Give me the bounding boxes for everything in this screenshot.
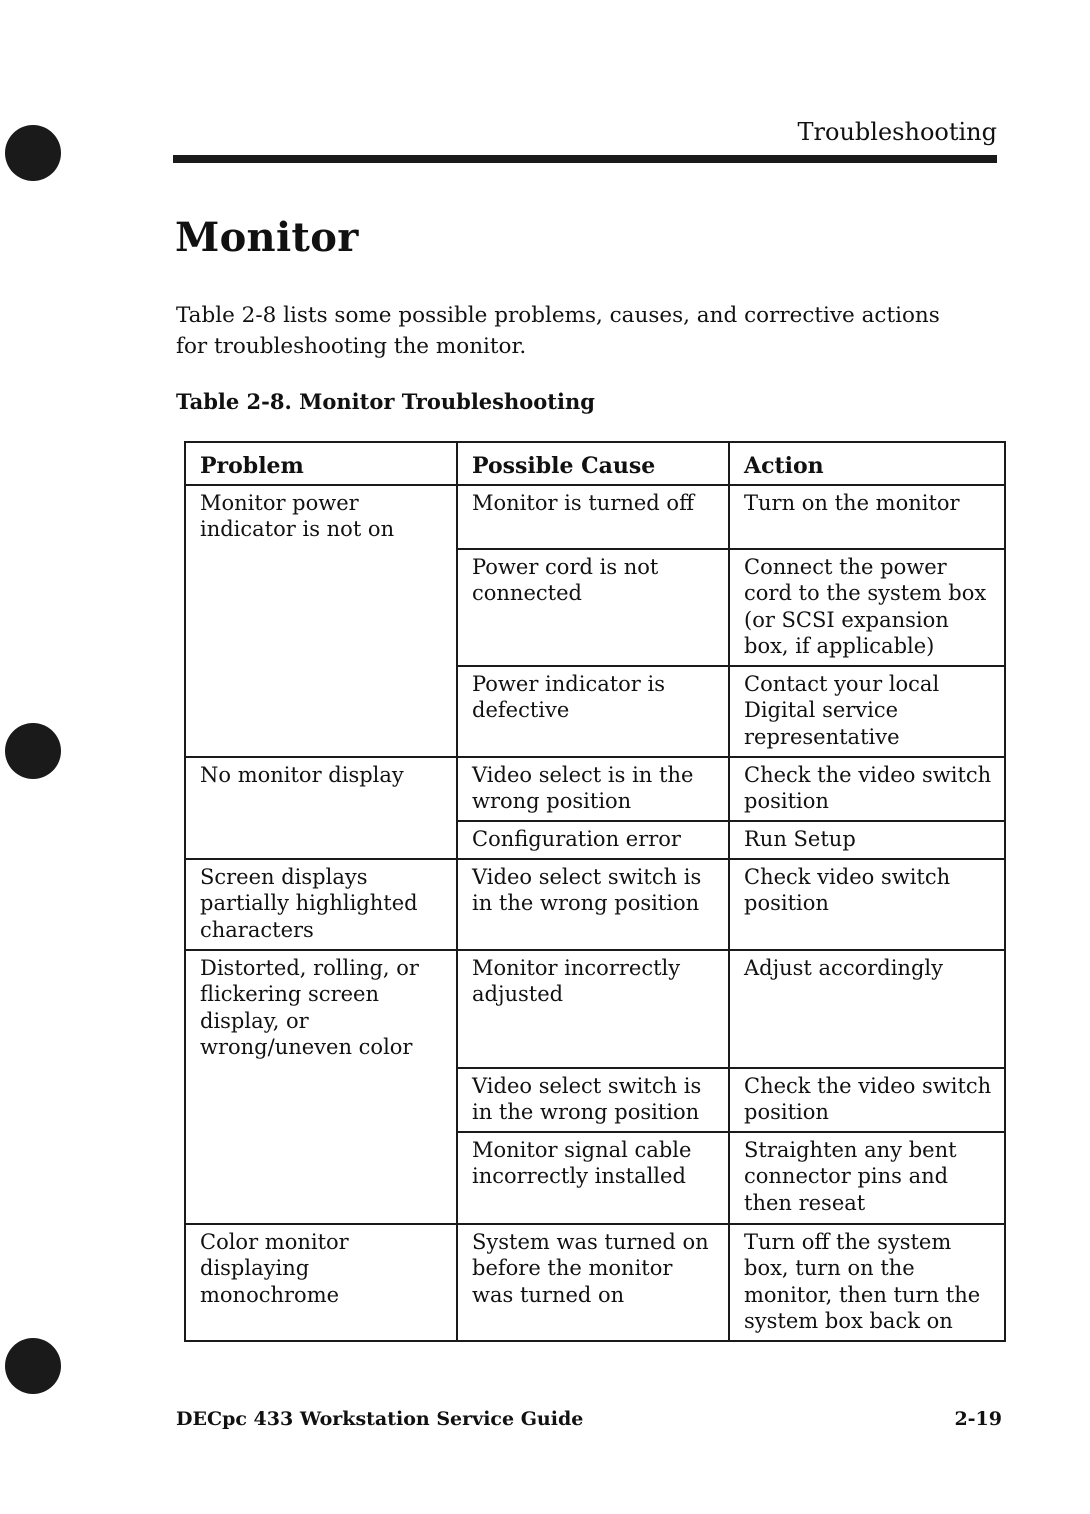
cause-cell: Monitor incorrectly adjusted xyxy=(457,950,729,1068)
action-cell: Adjust accordingly xyxy=(729,950,1005,1068)
problem-cell: Monitor power indicator is not on xyxy=(185,485,457,757)
column-header-action: Action xyxy=(729,442,1005,485)
running-header: Troubleshooting xyxy=(797,118,997,146)
column-header-cause: Possible Cause xyxy=(457,442,729,485)
footer-book-title: DECpc 433 Workstation Service Guide xyxy=(176,1408,584,1430)
table-caption: Table 2-8. Monitor Troubleshooting xyxy=(176,389,595,414)
action-cell: Connect the power cord to the system box (or SCSI expansion box, if applicable) xyxy=(729,549,1005,666)
problem-cell: Color monitor displaying monochrome xyxy=(185,1224,457,1341)
column-header-problem: Problem xyxy=(185,442,457,485)
table-header-row xyxy=(185,442,1005,485)
intro-paragraph: Table 2-8 lists some possible problems, causes, and corrective actions for troubleshooting the monitor. xyxy=(176,303,940,359)
cause-cell: Power cord is not connected xyxy=(457,549,729,666)
binder-hole xyxy=(5,723,61,779)
footer-page-number: 2-19 xyxy=(954,1408,1002,1430)
table-row xyxy=(185,1224,1005,1341)
problem-cell: Distorted, rolling, or flickering screen display, or wrong/uneven color xyxy=(185,950,457,1224)
cause-cell: System was turned on before the monitor was turned on xyxy=(457,1224,729,1341)
cause-cell: Monitor signal cable incorrectly installed xyxy=(457,1132,729,1224)
table-row xyxy=(185,859,1005,950)
table-row xyxy=(185,757,1005,821)
section-title: Monitor xyxy=(175,214,359,261)
problem-cell: Screen displays partially highlighted characters xyxy=(185,859,457,950)
action-cell: Check video switch position xyxy=(729,859,1005,950)
action-cell: Contact your local Digital service representative xyxy=(729,666,1005,757)
header-rule xyxy=(173,155,997,163)
cause-cell: Power indicator is defective xyxy=(457,666,729,757)
problem-cell: No monitor display xyxy=(185,757,457,859)
cause-cell: Configuration error xyxy=(457,821,729,859)
table-row xyxy=(185,485,1005,549)
action-cell: Check the video switch position xyxy=(729,757,1005,821)
binder-hole xyxy=(5,125,61,181)
action-cell: Turn on the monitor xyxy=(729,485,1005,549)
cause-cell: Video select switch is in the wrong position xyxy=(457,1068,729,1132)
table-row xyxy=(185,950,1005,1068)
action-cell: Check the video switch position xyxy=(729,1068,1005,1132)
cause-cell: Monitor is turned off xyxy=(457,485,729,549)
action-cell: Turn off the system box, turn on the monitor, then turn the system box back on xyxy=(729,1224,1005,1341)
cause-cell: Video select switch is in the wrong position xyxy=(457,859,729,950)
action-cell: Run Setup xyxy=(729,821,1005,859)
troubleshooting-table xyxy=(184,441,1006,1342)
action-cell: Straighten any bent connector pins and then reseat xyxy=(729,1132,1005,1224)
binder-hole xyxy=(5,1338,61,1394)
cause-cell: Video select is in the wrong position xyxy=(457,757,729,821)
